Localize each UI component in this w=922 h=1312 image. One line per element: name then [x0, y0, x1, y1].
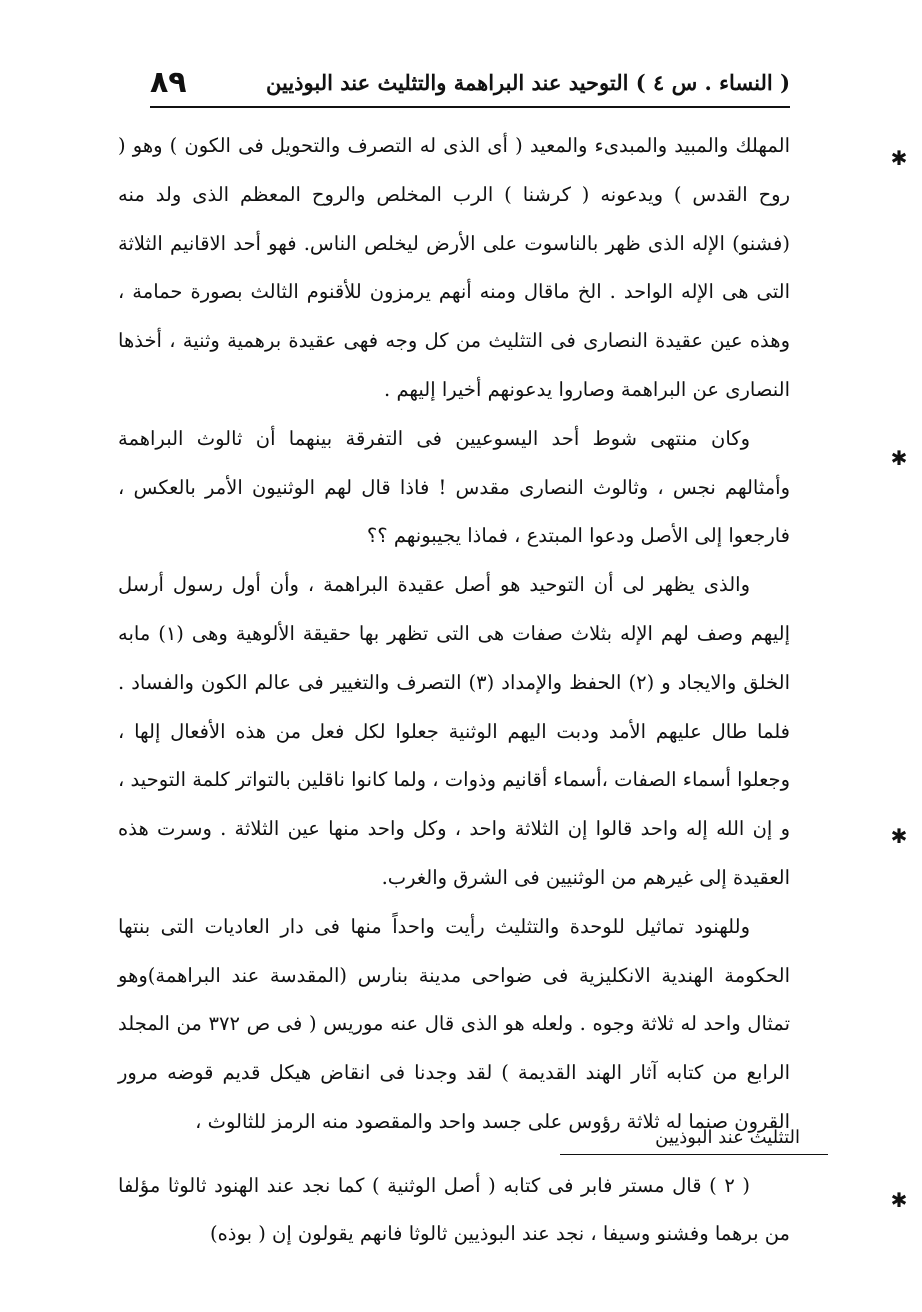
ink-speck-icon: ✱: [890, 146, 908, 170]
paragraph: والذى يظهر لى أن التوحيد هو أصل عقيدة البراهمة ، وأن أول رسول أرسل إليهم وصف لهم الإله بثلاث صفات هى التى تظهر بها حقيقة الألوهية وهى (١) مابه الخلق والايجاد و (٢) الحفظ والإمداد (٣) التصرف والتغيير فى عالم الكون والفساد . فلما طال عليهم الأمد ودبت اليهم الوثنية جعلوا لكل فعل من هذه الأفعال إلها ، وجعلوا أسماء الصفات ،أسماء أقانيم وذوات ، ولما كانوا ناقلين بالتواتر كلمة التوحيد ، و إن الله إله واحد قالوا إن الثلاثة واحد ، وكل واحد منها عين الثلاثة . وسرت هذه العقيدة إلى غيرهم من الوثنيين فى الشرق والغرب.: [118, 573, 791, 889]
page-number: ٨٩: [150, 64, 187, 100]
paragraph: المهلك والمبيد والمبدىء والمعيد ( أى الذى له التصرف والتحويل فى الكون ) وهو ( روح القدس ) ويدعونه ( كرشنا ) الرب المخلص والروح المعظم الذى ولد منه (فشنو) الإله الذى ظهر بالناسوت على الأرض ليخلص الناس. فهو أحد الاقانيم الثلاثة التى هى الإله الواحد . الخ ماقال ومنه أنهم يرمزون للأقنوم الثالث بصورة حمامة ، وهذه عين عقيدة النصارى فى التثليث من كل وجه فهى عقيدة برهمية وثنية ، أخذها النصارى عن البراهمة وصاروا يدعونهم أخيرا إليهم .: [118, 134, 790, 401]
footnote: [118, 1162, 790, 1258]
section-heading: التثليث عند البوذيين: [560, 1122, 828, 1155]
ink-speck-icon: ✱: [890, 824, 908, 848]
main-text: [118, 122, 790, 1147]
footnote-paragraph: ( ٢ ) قال مستر فابر فى كتابه ( أصل الوثنية ) كما نجد عند الهنود ثالوثا مؤلفا من برهما وفشنو وسيفا ، نجد عند البوذيين ثالوثا فانهم يقولون إن ( بوذه): [118, 1174, 790, 1245]
paragraph: وللهنود تماثيل للوحدة والتثليث رأيت واحداً منها فى دار العاديات التى بنتها الحكومة الهندية الانكليزية فى ضواحى مدينة بنارس (المقدسة عند البراهمة)وهو تمثال واحد له ثلاثة وجوه . ولعله هو الذى قال عنه موريس ( فى ص ٣٧٢ من المجلد الرابع من كتابه آثار الهند القديمة ) لقد وجدنا فى انقاض هيكل قديم قوضه مرور القرون صنما له ثلاثة رؤوس على جسد واحد والمقصود منه الرمز للثالوث ،: [118, 914, 790, 1133]
page-header: [150, 58, 790, 108]
ink-speck-icon: ✱: [890, 1188, 908, 1212]
paragraph: وكان منتهى شوط أحد اليسوعيين فى التفرقة بينهما أن ثالوث البراهمة وأمثالهم نجس ، وثالوث النصارى مقدس ! فاذا قال لهم الوثنيون الأمر بالعكس ، فارجعوا إلى الأصل ودعوا المبتدع ، فماذا يجيبونهم ؟؟: [118, 426, 790, 548]
running-title: ( النساء . س ٤ ) التوحيد عند البراهمة والتثليث عند البوذيين: [266, 69, 790, 95]
ink-speck-icon: ✱: [890, 446, 908, 470]
